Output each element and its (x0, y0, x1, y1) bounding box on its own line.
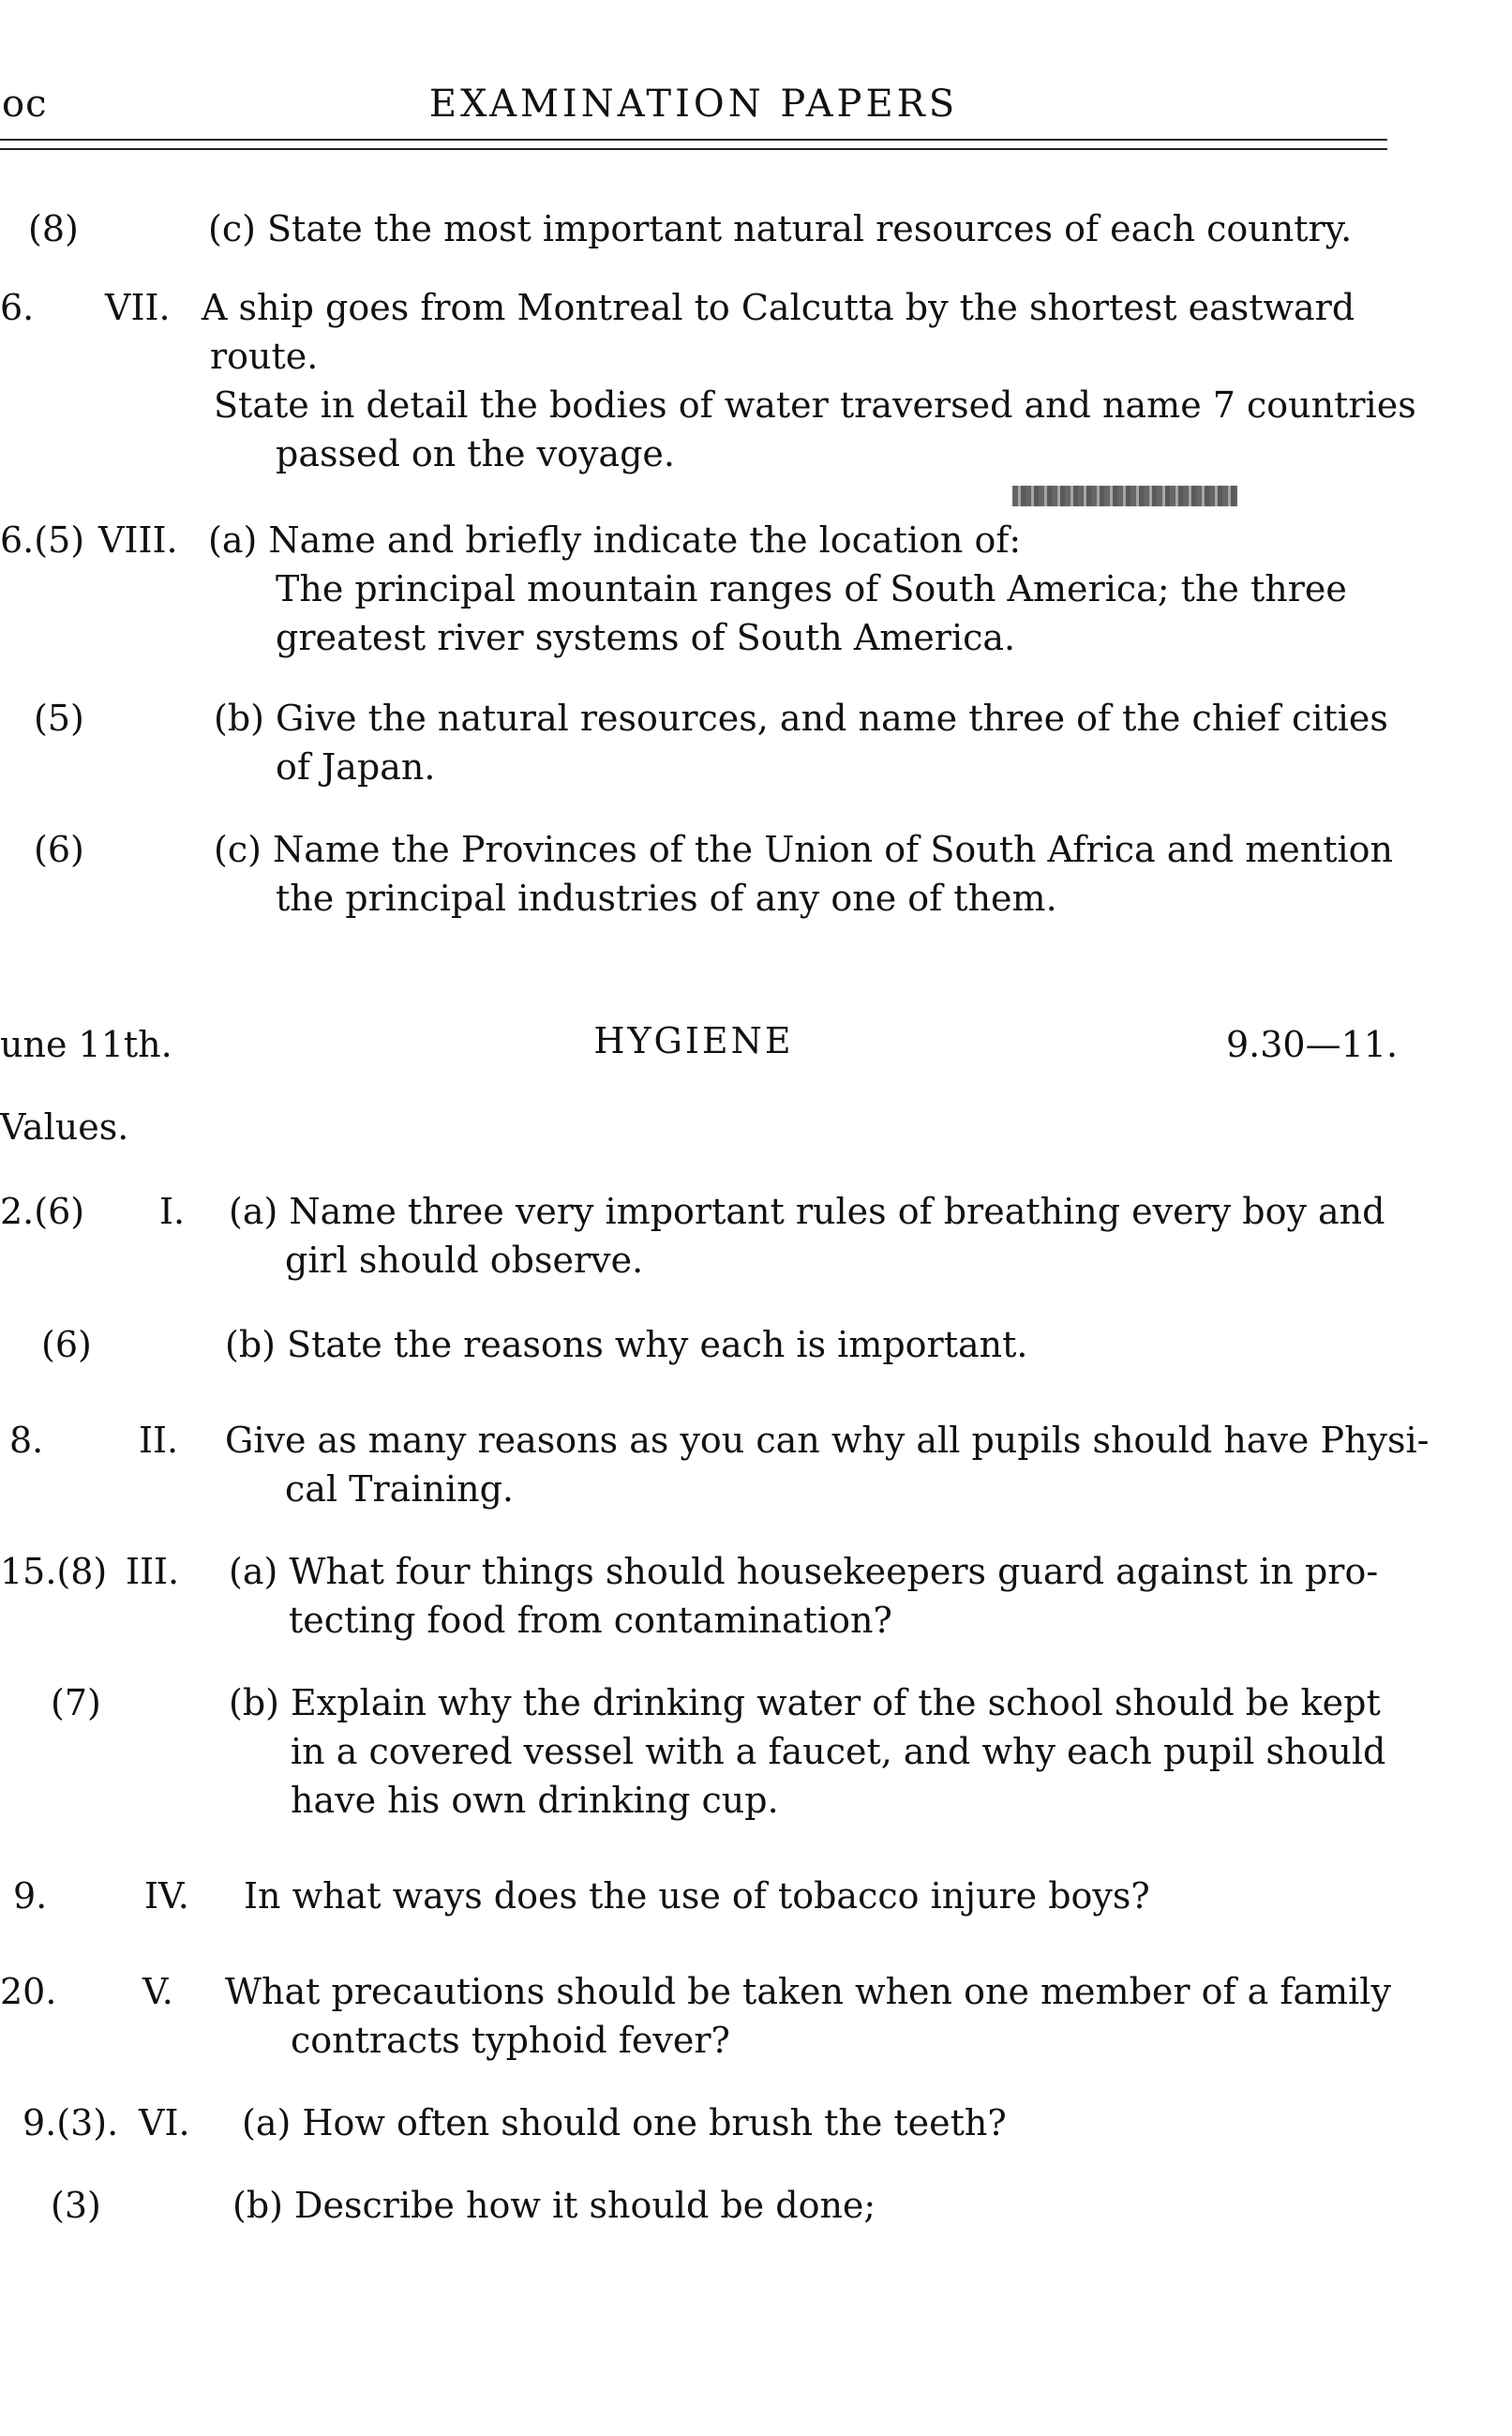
value-mark: 6.(5) (0, 519, 85, 561)
question-text: tecting food from contamination? (289, 1600, 892, 1641)
value-mark: 15.(8) (0, 1551, 108, 1592)
page-folio: oc (2, 83, 48, 126)
question-text: A ship goes from Montreal to Calcutta by the shortest eastward (202, 287, 1355, 328)
value-mark: (7) (51, 1682, 101, 1723)
question-text: (b) Describe how it should be done; (232, 2185, 876, 2226)
value-mark: 20. (0, 1971, 57, 2012)
value-mark: 9. (13, 1875, 48, 1917)
question-text: of Japan. (276, 746, 436, 788)
question-number: VII. (105, 287, 171, 328)
running-title: EXAMINATION PAPERS (428, 83, 959, 126)
question-text: contracts typhoid fever? (291, 2020, 730, 2061)
exam-date: une 11th. (0, 1024, 172, 1065)
page-header (0, 83, 1512, 139)
section-title: HYGIENE (593, 1020, 794, 1061)
question-text: In what ways does the use of tobacco injure boys? (244, 1875, 1150, 1917)
question-number: V. (142, 1971, 173, 2012)
question-text: (c) State the most important natural resources of each country. (208, 208, 1353, 249)
question-number: I. (159, 1191, 186, 1232)
exam-time: 9.30—11. (1226, 1024, 1399, 1065)
question-text: (b) Give the natural resources, and name three of the chief cities (214, 698, 1388, 739)
question-text: (a) Name and briefly indicate the location of: (208, 519, 1022, 561)
question-text: in a covered vessel with a faucet, and why each pupil should (291, 1731, 1386, 1772)
question-text: Give as many reasons as you can why all pupils should have Physi- (225, 1420, 1430, 1461)
question-text: (b) Explain why the drinking water of the school should be kept (229, 1682, 1381, 1723)
question-text: State in detail the bodies of water traversed and name 7 countries (214, 384, 1416, 426)
question-text: have his own drinking cup. (291, 1780, 779, 1821)
value-mark: (6) (34, 829, 84, 870)
value-mark: (5) (34, 698, 84, 739)
question-number: III. (126, 1551, 180, 1592)
question-number: VI. (139, 2102, 190, 2143)
question-number: II. (139, 1420, 179, 1461)
question-text: (c) Name the Provinces of the Union of South Africa and mention (214, 829, 1394, 870)
question-text: greatest river systems of South America. (276, 617, 1016, 658)
question-text: passed on the voyage. (276, 433, 675, 474)
value-mark: 2.(6) (0, 1191, 85, 1232)
question-text: route. (210, 336, 319, 377)
question-text: girl should observe. (285, 1240, 644, 1281)
value-mark: 8. (9, 1420, 44, 1461)
value-mark: (3) (51, 2185, 101, 2226)
header-rule-bottom (0, 148, 1387, 150)
value-mark: (8) (28, 208, 79, 249)
question-text: The principal mountain ranges of South America; the three (276, 568, 1347, 609)
question-text: What precautions should be taken when one member of a family (225, 1971, 1391, 2012)
values-heading: Values. (0, 1106, 129, 1148)
question-text: (a) What four things should housekeepers guard against in pro- (229, 1551, 1379, 1592)
question-text: (b) State the reasons why each is important. (225, 1324, 1028, 1365)
print-smudge (1012, 486, 1237, 506)
question-text: (a) Name three very important rules of breathing every boy and (229, 1191, 1385, 1232)
header-rule-top (0, 139, 1387, 141)
question-number: VIII. (98, 519, 178, 561)
question-text: (a) How often should one brush the teeth? (242, 2102, 1007, 2143)
question-number: IV. (144, 1875, 189, 1917)
value-mark: 9.(3). (22, 2102, 119, 2143)
value-mark: 6. (0, 287, 35, 328)
value-mark: (6) (41, 1324, 92, 1365)
question-text: the principal industries of any one of them. (276, 878, 1057, 919)
question-text: cal Training. (285, 1468, 514, 1510)
